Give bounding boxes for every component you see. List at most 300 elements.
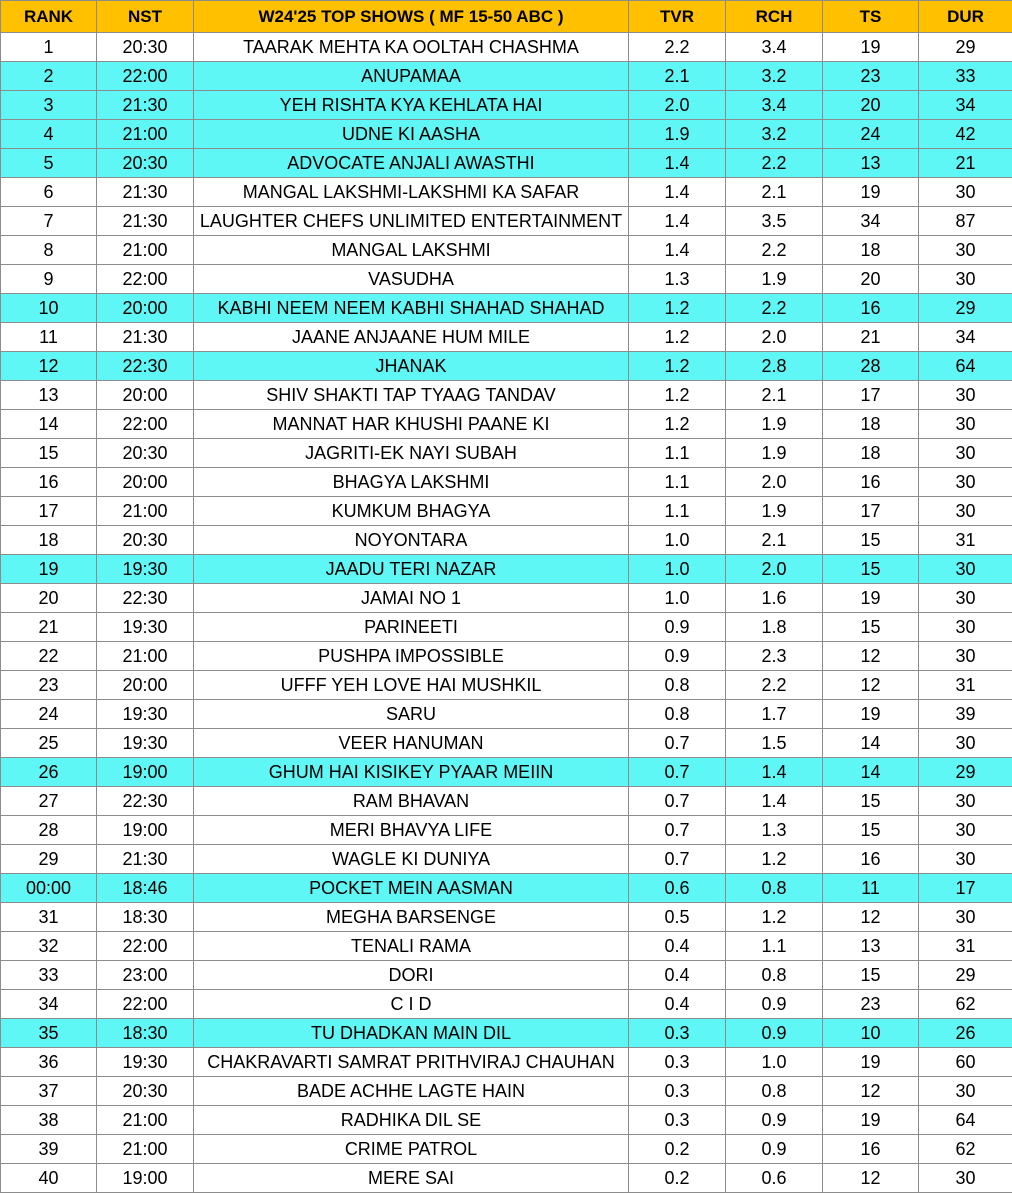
cell-ts: 16 [823, 468, 919, 497]
cell-rch: 2.2 [726, 671, 823, 700]
cell-title: TAARAK MEHTA KA OOLTAH CHASHMA [194, 33, 629, 62]
cell-ts: 19 [823, 1048, 919, 1077]
cell-title: NOYONTARA [194, 526, 629, 555]
table-row [1, 178, 1012, 207]
cell-nst: 21:30 [97, 91, 194, 120]
cell-rch: 0.9 [726, 1106, 823, 1135]
cell-ts: 12 [823, 1077, 919, 1106]
cell-rch: 2.8 [726, 352, 823, 381]
cell-rch: 2.0 [726, 323, 823, 352]
cell-ts: 17 [823, 497, 919, 526]
cell-title: CRIME PATROL [194, 1135, 629, 1164]
header-ts: TS [823, 1, 919, 33]
cell-rank: 29 [1, 845, 97, 874]
cell-tvr: 2.1 [629, 62, 726, 91]
cell-nst: 22:30 [97, 787, 194, 816]
table-row [1, 468, 1012, 497]
cell-rch: 0.8 [726, 874, 823, 903]
table-row [1, 555, 1012, 584]
cell-ts: 16 [823, 845, 919, 874]
cell-rank: 34 [1, 990, 97, 1019]
table-row [1, 990, 1012, 1019]
cell-rch: 0.6 [726, 1164, 823, 1193]
cell-tvr: 0.4 [629, 990, 726, 1019]
cell-dur: 30 [919, 439, 1012, 468]
cell-tvr: 2.2 [629, 33, 726, 62]
cell-tvr: 0.2 [629, 1135, 726, 1164]
cell-ts: 15 [823, 816, 919, 845]
cell-rch: 2.1 [726, 526, 823, 555]
cell-ts: 34 [823, 207, 919, 236]
cell-ts: 19 [823, 584, 919, 613]
table-row [1, 903, 1012, 932]
cell-tvr: 1.4 [629, 149, 726, 178]
header-title: W24'25 TOP SHOWS ( MF 15-50 ABC ) [194, 1, 629, 33]
cell-dur: 34 [919, 91, 1012, 120]
cell-tvr: 1.2 [629, 352, 726, 381]
cell-title: POCKET MEIN AASMAN [194, 874, 629, 903]
table-row [1, 439, 1012, 468]
cell-nst: 20:30 [97, 526, 194, 555]
cell-rch: 1.5 [726, 729, 823, 758]
cell-ts: 24 [823, 120, 919, 149]
cell-ts: 15 [823, 613, 919, 642]
cell-rch: 0.9 [726, 1019, 823, 1048]
cell-rank: 36 [1, 1048, 97, 1077]
header-dur: DUR [919, 1, 1012, 33]
cell-dur: 42 [919, 120, 1012, 149]
cell-rch: 1.6 [726, 584, 823, 613]
cell-rank: 13 [1, 381, 97, 410]
cell-rank: 17 [1, 497, 97, 526]
cell-ts: 14 [823, 758, 919, 787]
header-rank: RANK [1, 1, 97, 33]
cell-dur: 29 [919, 961, 1012, 990]
cell-rch: 0.8 [726, 961, 823, 990]
cell-dur: 29 [919, 294, 1012, 323]
table-row [1, 642, 1012, 671]
table-row [1, 236, 1012, 265]
cell-dur: 30 [919, 845, 1012, 874]
table-row [1, 613, 1012, 642]
cell-title: BADE ACHHE LAGTE HAIN [194, 1077, 629, 1106]
cell-dur: 64 [919, 1106, 1012, 1135]
cell-rch: 2.3 [726, 642, 823, 671]
cell-ts: 19 [823, 33, 919, 62]
cell-rank: 16 [1, 468, 97, 497]
cell-nst: 21:00 [97, 642, 194, 671]
cell-nst: 19:30 [97, 1048, 194, 1077]
cell-rch: 3.4 [726, 91, 823, 120]
cell-tvr: 0.8 [629, 671, 726, 700]
cell-rank: 9 [1, 265, 97, 294]
cell-dur: 30 [919, 265, 1012, 294]
cell-dur: 30 [919, 497, 1012, 526]
table-row [1, 787, 1012, 816]
cell-nst: 19:30 [97, 729, 194, 758]
table-row [1, 1164, 1012, 1193]
cell-rch: 1.9 [726, 439, 823, 468]
cell-dur: 39 [919, 700, 1012, 729]
cell-tvr: 1.0 [629, 526, 726, 555]
cell-nst: 20:30 [97, 33, 194, 62]
cell-title: RAM BHAVAN [194, 787, 629, 816]
cell-ts: 18 [823, 236, 919, 265]
cell-tvr: 1.0 [629, 584, 726, 613]
cell-dur: 30 [919, 642, 1012, 671]
header-tvr: TVR [629, 1, 726, 33]
cell-dur: 30 [919, 410, 1012, 439]
cell-rank: 12 [1, 352, 97, 381]
cell-rch: 1.9 [726, 410, 823, 439]
cell-tvr: 0.4 [629, 961, 726, 990]
cell-rank: 21 [1, 613, 97, 642]
cell-rank: 8 [1, 236, 97, 265]
table-row [1, 1048, 1012, 1077]
table-row [1, 33, 1012, 62]
cell-title: GHUM HAI KISIKEY PYAAR MEIIN [194, 758, 629, 787]
cell-rank: 25 [1, 729, 97, 758]
cell-title: PUSHPA IMPOSSIBLE [194, 642, 629, 671]
cell-ts: 12 [823, 903, 919, 932]
cell-title: YEH RISHTA KYA KEHLATA HAI [194, 91, 629, 120]
cell-dur: 30 [919, 555, 1012, 584]
cell-title: JAADU TERI NAZAR [194, 555, 629, 584]
cell-dur: 64 [919, 352, 1012, 381]
cell-title: ADVOCATE ANJALI AWASTHI [194, 149, 629, 178]
cell-ts: 23 [823, 62, 919, 91]
table-row [1, 265, 1012, 294]
cell-rch: 0.9 [726, 990, 823, 1019]
cell-rank: 37 [1, 1077, 97, 1106]
cell-nst: 19:00 [97, 1164, 194, 1193]
cell-tvr: 0.2 [629, 1164, 726, 1193]
cell-title: BHAGYA LAKSHMI [194, 468, 629, 497]
cell-rank: 35 [1, 1019, 97, 1048]
table-body [1, 33, 1012, 1193]
cell-tvr: 0.9 [629, 613, 726, 642]
table-row [1, 526, 1012, 555]
cell-ts: 15 [823, 555, 919, 584]
cell-tvr: 0.3 [629, 1106, 726, 1135]
cell-nst: 22:00 [97, 62, 194, 91]
cell-dur: 30 [919, 1077, 1012, 1106]
cell-nst: 21:30 [97, 178, 194, 207]
cell-ts: 13 [823, 932, 919, 961]
cell-title: VEER HANUMAN [194, 729, 629, 758]
cell-tvr: 0.6 [629, 874, 726, 903]
cell-title: JHANAK [194, 352, 629, 381]
table-row [1, 120, 1012, 149]
cell-tvr: 2.0 [629, 91, 726, 120]
cell-title: SHIV SHAKTI TAP TYAAG TANDAV [194, 381, 629, 410]
cell-rank: 15 [1, 439, 97, 468]
cell-nst: 21:00 [97, 236, 194, 265]
cell-dur: 87 [919, 207, 1012, 236]
table-row [1, 62, 1012, 91]
cell-rch: 1.1 [726, 932, 823, 961]
cell-title: JAMAI NO 1 [194, 584, 629, 613]
cell-title: MANNAT HAR KHUSHI PAANE KI [194, 410, 629, 439]
cell-tvr: 1.2 [629, 381, 726, 410]
cell-rank: 5 [1, 149, 97, 178]
cell-ts: 19 [823, 1106, 919, 1135]
cell-rch: 1.8 [726, 613, 823, 642]
cell-rch: 3.2 [726, 62, 823, 91]
cell-title: UDNE KI AASHA [194, 120, 629, 149]
cell-rank: 28 [1, 816, 97, 845]
cell-tvr: 0.7 [629, 787, 726, 816]
cell-nst: 20:30 [97, 149, 194, 178]
cell-dur: 31 [919, 671, 1012, 700]
cell-ts: 10 [823, 1019, 919, 1048]
cell-ts: 19 [823, 700, 919, 729]
cell-title: TENALI RAMA [194, 932, 629, 961]
cell-ts: 18 [823, 410, 919, 439]
cell-dur: 60 [919, 1048, 1012, 1077]
cell-rank: 20 [1, 584, 97, 613]
cell-ts: 14 [823, 729, 919, 758]
cell-title: PARINEETI [194, 613, 629, 642]
cell-ts: 16 [823, 1135, 919, 1164]
cell-nst: 21:00 [97, 497, 194, 526]
cell-tvr: 1.2 [629, 294, 726, 323]
cell-rank: 4 [1, 120, 97, 149]
cell-title: KABHI NEEM NEEM KABHI SHAHAD SHAHAD [194, 294, 629, 323]
cell-rch: 1.2 [726, 903, 823, 932]
cell-ts: 18 [823, 439, 919, 468]
cell-nst: 21:00 [97, 1135, 194, 1164]
cell-tvr: 1.2 [629, 323, 726, 352]
cell-title: MANGAL LAKSHMI-LAKSHMI KA SAFAR [194, 178, 629, 207]
cell-tvr: 0.7 [629, 758, 726, 787]
cell-dur: 17 [919, 874, 1012, 903]
cell-title: MERI BHAVYA LIFE [194, 816, 629, 845]
cell-rch: 1.9 [726, 497, 823, 526]
cell-nst: 21:30 [97, 207, 194, 236]
cell-tvr: 1.4 [629, 207, 726, 236]
cell-title: RADHIKA DIL SE [194, 1106, 629, 1135]
cell-dur: 33 [919, 62, 1012, 91]
cell-rank: 22 [1, 642, 97, 671]
header-nst: NST [97, 1, 194, 33]
table-row [1, 961, 1012, 990]
cell-dur: 30 [919, 903, 1012, 932]
cell-nst: 19:30 [97, 700, 194, 729]
cell-title: WAGLE KI DUNIYA [194, 845, 629, 874]
cell-tvr: 0.3 [629, 1019, 726, 1048]
cell-ts: 15 [823, 961, 919, 990]
cell-title: LAUGHTER CHEFS UNLIMITED ENTERTAINMENT [194, 207, 629, 236]
cell-title: ANUPAMAA [194, 62, 629, 91]
cell-rank: 19 [1, 555, 97, 584]
table-row [1, 352, 1012, 381]
cell-rch: 2.2 [726, 149, 823, 178]
cell-title: JAANE ANJAANE HUM MILE [194, 323, 629, 352]
cell-tvr: 0.3 [629, 1077, 726, 1106]
cell-nst: 22:00 [97, 410, 194, 439]
cell-nst: 21:30 [97, 323, 194, 352]
cell-dur: 62 [919, 990, 1012, 1019]
table-row [1, 729, 1012, 758]
cell-rank: 32 [1, 932, 97, 961]
cell-nst: 20:00 [97, 671, 194, 700]
cell-dur: 29 [919, 33, 1012, 62]
cell-rank: 1 [1, 33, 97, 62]
cell-tvr: 1.3 [629, 265, 726, 294]
cell-tvr: 1.1 [629, 439, 726, 468]
table-row [1, 816, 1012, 845]
cell-nst: 20:00 [97, 468, 194, 497]
cell-rank: 7 [1, 207, 97, 236]
cell-rank: 33 [1, 961, 97, 990]
cell-ts: 16 [823, 294, 919, 323]
cell-rank: 24 [1, 700, 97, 729]
cell-ts: 13 [823, 149, 919, 178]
cell-rank: 11 [1, 323, 97, 352]
cell-rank: 26 [1, 758, 97, 787]
cell-title: TU DHADKAN MAIN DIL [194, 1019, 629, 1048]
cell-dur: 30 [919, 381, 1012, 410]
cell-nst: 19:00 [97, 758, 194, 787]
cell-nst: 20:00 [97, 381, 194, 410]
cell-ts: 17 [823, 381, 919, 410]
cell-rank: 00:00 [1, 874, 97, 903]
cell-ts: 15 [823, 526, 919, 555]
cell-tvr: 0.5 [629, 903, 726, 932]
table-row [1, 410, 1012, 439]
cell-tvr: 1.2 [629, 410, 726, 439]
cell-tvr: 0.7 [629, 729, 726, 758]
cell-nst: 22:30 [97, 584, 194, 613]
table-row [1, 91, 1012, 120]
table-row [1, 932, 1012, 961]
cell-dur: 30 [919, 613, 1012, 642]
table-row [1, 845, 1012, 874]
table-row [1, 671, 1012, 700]
cell-title: SARU [194, 700, 629, 729]
cell-dur: 30 [919, 584, 1012, 613]
cell-nst: 20:30 [97, 1077, 194, 1106]
cell-rch: 1.4 [726, 787, 823, 816]
cell-rank: 14 [1, 410, 97, 439]
cell-ts: 12 [823, 671, 919, 700]
cell-rch: 2.2 [726, 236, 823, 265]
cell-rch: 2.0 [726, 555, 823, 584]
cell-dur: 26 [919, 1019, 1012, 1048]
table-row [1, 207, 1012, 236]
table-row [1, 1106, 1012, 1135]
cell-title: KUMKUM BHAGYA [194, 497, 629, 526]
cell-tvr: 0.8 [629, 700, 726, 729]
cell-dur: 34 [919, 323, 1012, 352]
cell-dur: 30 [919, 729, 1012, 758]
cell-dur: 30 [919, 236, 1012, 265]
table-row [1, 149, 1012, 178]
cell-nst: 22:00 [97, 265, 194, 294]
cell-rch: 2.0 [726, 468, 823, 497]
table-row [1, 1135, 1012, 1164]
cell-title: DORI [194, 961, 629, 990]
cell-rch: 1.9 [726, 265, 823, 294]
cell-rch: 3.2 [726, 120, 823, 149]
cell-rch: 2.1 [726, 178, 823, 207]
cell-title: C I D [194, 990, 629, 1019]
cell-dur: 31 [919, 932, 1012, 961]
cell-ts: 12 [823, 1164, 919, 1193]
cell-nst: 21:00 [97, 120, 194, 149]
cell-tvr: 0.4 [629, 932, 726, 961]
cell-nst: 18:30 [97, 903, 194, 932]
cell-dur: 30 [919, 1164, 1012, 1193]
cell-rank: 10 [1, 294, 97, 323]
cell-rch: 0.8 [726, 1077, 823, 1106]
cell-tvr: 0.7 [629, 845, 726, 874]
cell-ts: 28 [823, 352, 919, 381]
cell-ts: 20 [823, 91, 919, 120]
cell-rch: 1.0 [726, 1048, 823, 1077]
cell-dur: 21 [919, 149, 1012, 178]
cell-dur: 29 [919, 758, 1012, 787]
cell-title: MERE SAI [194, 1164, 629, 1193]
cell-ts: 12 [823, 642, 919, 671]
cell-rank: 39 [1, 1135, 97, 1164]
table-row [1, 1019, 1012, 1048]
cell-nst: 19:30 [97, 555, 194, 584]
cell-tvr: 0.7 [629, 816, 726, 845]
cell-rch: 0.9 [726, 1135, 823, 1164]
cell-title: MANGAL LAKSHMI [194, 236, 629, 265]
cell-tvr: 1.4 [629, 178, 726, 207]
cell-rank: 3 [1, 91, 97, 120]
cell-ts: 19 [823, 178, 919, 207]
cell-rank: 38 [1, 1106, 97, 1135]
cell-rch: 3.4 [726, 33, 823, 62]
cell-rank: 31 [1, 903, 97, 932]
cell-rch: 1.7 [726, 700, 823, 729]
cell-rank: 27 [1, 787, 97, 816]
cell-nst: 22:30 [97, 352, 194, 381]
cell-nst: 19:30 [97, 613, 194, 642]
cell-dur: 30 [919, 468, 1012, 497]
table-row [1, 294, 1012, 323]
cell-rch: 3.5 [726, 207, 823, 236]
header-row [1, 1, 1012, 33]
cell-nst: 22:00 [97, 932, 194, 961]
cell-tvr: 0.3 [629, 1048, 726, 1077]
cell-nst: 18:46 [97, 874, 194, 903]
cell-tvr: 1.1 [629, 468, 726, 497]
cell-tvr: 1.9 [629, 120, 726, 149]
table-row [1, 758, 1012, 787]
cell-rank: 18 [1, 526, 97, 555]
cell-title: MEGHA BARSENGE [194, 903, 629, 932]
table-row [1, 1077, 1012, 1106]
cell-dur: 62 [919, 1135, 1012, 1164]
cell-nst: 21:00 [97, 1106, 194, 1135]
cell-title: VASUDHA [194, 265, 629, 294]
table-row [1, 497, 1012, 526]
cell-title: JAGRITI-EK NAYI SUBAH [194, 439, 629, 468]
cell-dur: 30 [919, 178, 1012, 207]
cell-tvr: 1.0 [629, 555, 726, 584]
cell-nst: 19:00 [97, 816, 194, 845]
cell-ts: 23 [823, 990, 919, 1019]
table-row [1, 700, 1012, 729]
cell-rch: 1.4 [726, 758, 823, 787]
cell-tvr: 1.4 [629, 236, 726, 265]
header-rch: RCH [726, 1, 823, 33]
